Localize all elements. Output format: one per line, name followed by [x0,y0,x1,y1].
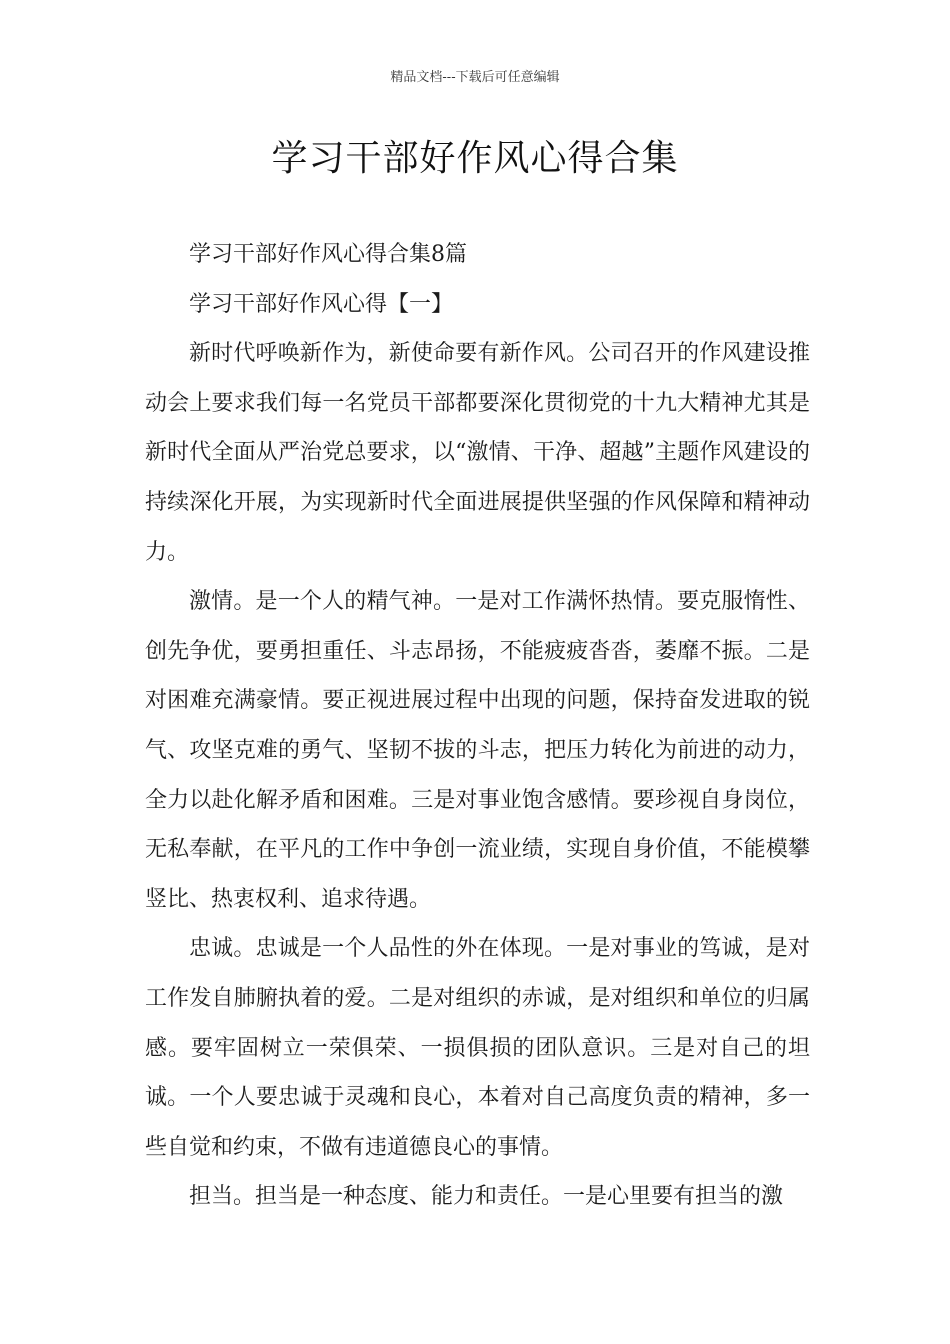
paragraph-4: 担当。担当是一种态度、能力和责任。一是心里要有担当的激 [189,1184,784,1210]
document-body [145,230,810,1222]
page-header: 精品文档---下载后可任意编辑 [390,70,560,85]
paragraph-2: 激情。是一个人的精气神。一是对工作满怀热情。要克服惰性、创先争优，要勇担重任、斗志昂扬，不能疲疲沓沓，萎靡不振。二是对困难充满豪情。要正视进展过程中出现的问题，保持奋发进取的锐气、攻坚克难的勇气、坚韧不拔的斗志，把压力转化为前进的动力，全力以赴化解矛盾和困难。三是对事业饱含感情。要珍视自身岗位，无私奉献，在平凡的工作中争创一流业绩，实现自身价值，不能模攀竖比、热衷权利、追求待遇。 [145,589,810,912]
document-subtitle: 学习干部好作风心得合集8篇 [189,242,467,267]
paragraph-3: 忠诚。忠诚是一个人品性的外在体现。一是对事业的笃诚，是对工作发自肺腑执着的爱。二是对组织的赤诚，是对组织和单位的归属感。要牢固树立一荣俱荣、一损俱损的团队意识。三是对自己的坦诚。一个人要忠诚于灵魂和良心，本着对自己高度负责的精神，多一些自觉和约束，不做有违道德良心的事情。 [145,936,810,1160]
section-heading: 学习干部好作风心得【一】 [189,291,454,317]
paragraph-1: 新时代呼唤新作为，新使命要有新作风。公司召开的作风建设推动会上要求我们每一名党员干部都要深化贯彻党的十九大精神尤其是新时代全面从严治党总要求，以“激情、干净、超越”主题作风建设的持续深化开展，为实现新时代全面进展提供坚强的作风保障和精神动力。 [145,341,810,565]
document-title: 学习干部好作风心得合集 [271,138,679,179]
